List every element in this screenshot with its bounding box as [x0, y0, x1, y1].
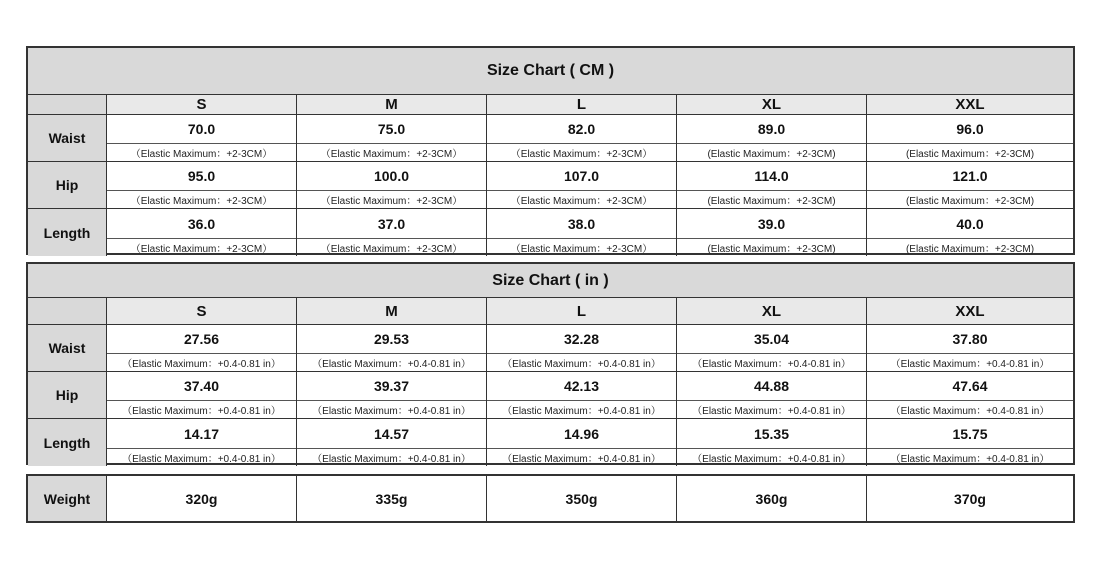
- measurement-cell: [487, 325, 677, 371]
- elastic-note: (Elastic Maximum：+2-3CM): [707, 244, 836, 255]
- measurement-cell: [677, 419, 867, 466]
- measurement-cell: [107, 325, 297, 371]
- measurement-value: 95.0: [107, 162, 296, 191]
- measurement-value: 35.04: [677, 325, 866, 354]
- row-label-waist: Waist: [28, 115, 107, 161]
- table-row: [28, 372, 1073, 419]
- header-corner-cell: [28, 95, 107, 114]
- measurement-cell: [487, 372, 677, 418]
- size-header-row: [28, 298, 1073, 325]
- measurement-value: 44.88: [677, 372, 866, 401]
- measurement-value: 40.0: [867, 209, 1073, 239]
- size-header-s: S: [107, 95, 297, 114]
- row-label-length: Length: [28, 419, 107, 466]
- table-row: [28, 209, 1073, 256]
- elastic-note: （Elastic Maximum：+0.4-0.81 in）: [312, 406, 471, 417]
- header-corner-cell: [28, 298, 107, 324]
- measurement-cell: [487, 162, 677, 208]
- weight-table: [26, 474, 1075, 523]
- measurement-value: 15.35: [677, 419, 866, 449]
- table-row: [28, 419, 1073, 466]
- measurement-cell: [867, 115, 1073, 161]
- elastic-note: （Elastic Maximum：+0.4-0.81 in）: [692, 454, 851, 465]
- elastic-note: （Elastic Maximum：+0.4-0.81 in）: [312, 454, 471, 465]
- row-label-weight: Weight: [28, 476, 107, 521]
- row-label-hip: Hip: [28, 162, 107, 208]
- elastic-note: （Elastic Maximum：+0.4-0.81 in）: [122, 406, 281, 417]
- size-chart-in-title: Size Chart ( in ): [28, 264, 1073, 298]
- measurement-value: 14.17: [107, 419, 296, 449]
- measurement-value: 36.0: [107, 209, 296, 239]
- size-header-xxl: XXL: [867, 298, 1073, 324]
- measurement-cell: [297, 162, 487, 208]
- measurement-cell: [297, 209, 487, 256]
- elastic-note: (Elastic Maximum：+2-3CM): [905, 149, 1035, 160]
- elastic-note: （Elastic Maximum：+0.4-0.81 in）: [890, 359, 1050, 370]
- elastic-note: （Elastic Maximum：+0.4-0.81 in）: [890, 454, 1050, 465]
- measurement-value: 82.0: [487, 115, 676, 144]
- measurement-value: 100.0: [297, 162, 486, 191]
- measurement-cell: [677, 115, 867, 161]
- measurement-cell: [867, 419, 1073, 466]
- elastic-note: （Elastic Maximum：+0.4-0.81 in）: [122, 454, 281, 465]
- measurement-value: 32.28: [487, 325, 676, 354]
- size-header-xl: XL: [677, 95, 867, 114]
- elastic-note: （Elastic Maximum：+2-3CM）: [510, 244, 653, 255]
- measurement-value: 121.0: [867, 162, 1073, 191]
- measurement-cell: [677, 209, 867, 256]
- measurement-cell: [107, 419, 297, 466]
- measurement-cell: [867, 325, 1073, 371]
- elastic-note: （Elastic Maximum：+2-3CM）: [130, 244, 273, 255]
- measurement-cell: [487, 115, 677, 161]
- row-label-hip: Hip: [28, 372, 107, 418]
- weight-value-l: 350g: [487, 476, 677, 521]
- measurement-value: 29.53: [297, 325, 486, 354]
- weight-value-m: 335g: [297, 476, 487, 521]
- elastic-note: （Elastic Maximum：+2-3CM）: [320, 196, 463, 207]
- weight-row: [28, 476, 1073, 521]
- size-chart-in-table: [26, 262, 1075, 465]
- elastic-note: (Elastic Maximum：+2-3CM): [905, 244, 1035, 255]
- measurement-value: 47.64: [867, 372, 1073, 401]
- elastic-note: (Elastic Maximum：+2-3CM): [905, 196, 1035, 207]
- size-header-s: S: [107, 298, 297, 324]
- table-row: [28, 115, 1073, 162]
- size-header-m: M: [297, 298, 487, 324]
- measurement-value: 89.0: [677, 115, 866, 144]
- measurement-value: 107.0: [487, 162, 676, 191]
- measurement-value: 114.0: [677, 162, 866, 191]
- elastic-note: （Elastic Maximum：+2-3CM）: [320, 149, 463, 160]
- measurement-value: 42.13: [487, 372, 676, 401]
- elastic-note: （Elastic Maximum：+2-3CM）: [320, 244, 463, 255]
- table-row: [28, 162, 1073, 209]
- measurement-value: 37.40: [107, 372, 296, 401]
- measurement-value: 37.80: [867, 325, 1073, 354]
- measurement-cell: [487, 419, 677, 466]
- measurement-cell: [107, 209, 297, 256]
- measurement-cell: [487, 209, 677, 256]
- row-label-waist: Waist: [28, 325, 107, 371]
- measurement-cell: [107, 372, 297, 418]
- size-header-xxl: XXL: [867, 95, 1073, 114]
- measurement-cell: [297, 325, 487, 371]
- elastic-note: （Elastic Maximum：+2-3CM）: [130, 196, 273, 207]
- elastic-note: (Elastic Maximum：+2-3CM): [707, 149, 836, 160]
- elastic-note: （Elastic Maximum：+0.4-0.81 in）: [502, 454, 661, 465]
- measurement-cell: [867, 372, 1073, 418]
- elastic-note: （Elastic Maximum：+0.4-0.81 in）: [692, 359, 851, 370]
- elastic-note: （Elastic Maximum：+2-3CM）: [510, 196, 653, 207]
- measurement-cell: [677, 372, 867, 418]
- measurement-cell: [867, 162, 1073, 208]
- measurement-value: 39.37: [297, 372, 486, 401]
- elastic-note: （Elastic Maximum：+0.4-0.81 in）: [502, 406, 661, 417]
- weight-value-s: 320g: [107, 476, 297, 521]
- measurement-cell: [107, 162, 297, 208]
- measurement-value: 15.75: [867, 419, 1073, 449]
- measurement-value: 70.0: [107, 115, 296, 144]
- elastic-note: （Elastic Maximum：+2-3CM）: [510, 149, 653, 160]
- elastic-note: （Elastic Maximum：+0.4-0.81 in）: [502, 359, 661, 370]
- measurement-value: 39.0: [677, 209, 866, 239]
- measurement-cell: [107, 115, 297, 161]
- size-chart-cm-table: [26, 46, 1075, 255]
- measurement-cell: [677, 325, 867, 371]
- measurement-value: 96.0: [867, 115, 1073, 144]
- elastic-note: （Elastic Maximum：+0.4-0.81 in）: [122, 359, 281, 370]
- elastic-note: （Elastic Maximum：+0.4-0.81 in）: [312, 359, 471, 370]
- size-header-xl: XL: [677, 298, 867, 324]
- measurement-cell: [297, 115, 487, 161]
- elastic-note: （Elastic Maximum：+0.4-0.81 in）: [890, 406, 1050, 417]
- table-row: [28, 325, 1073, 372]
- measurement-value: 27.56: [107, 325, 296, 354]
- measurement-value: 38.0: [487, 209, 676, 239]
- size-header-row: [28, 95, 1073, 115]
- measurement-cell: [867, 209, 1073, 256]
- size-header-m: M: [297, 95, 487, 114]
- measurement-value: 14.96: [487, 419, 676, 449]
- weight-value-xl: 360g: [677, 476, 867, 521]
- measurement-cell: [297, 372, 487, 418]
- size-chart-cm-title: Size Chart ( CM ): [28, 48, 1073, 95]
- size-header-l: L: [487, 298, 677, 324]
- measurement-value: 14.57: [297, 419, 486, 449]
- elastic-note: （Elastic Maximum：+0.4-0.81 in）: [692, 406, 851, 417]
- measurement-cell: [677, 162, 867, 208]
- measurement-cell: [297, 419, 487, 466]
- size-header-l: L: [487, 95, 677, 114]
- row-label-length: Length: [28, 209, 107, 256]
- measurement-value: 75.0: [297, 115, 486, 144]
- weight-value-xxl: 370g: [954, 490, 986, 507]
- measurement-value: 37.0: [297, 209, 486, 239]
- elastic-note: （Elastic Maximum：+2-3CM）: [130, 149, 273, 160]
- elastic-note: (Elastic Maximum：+2-3CM): [707, 196, 836, 207]
